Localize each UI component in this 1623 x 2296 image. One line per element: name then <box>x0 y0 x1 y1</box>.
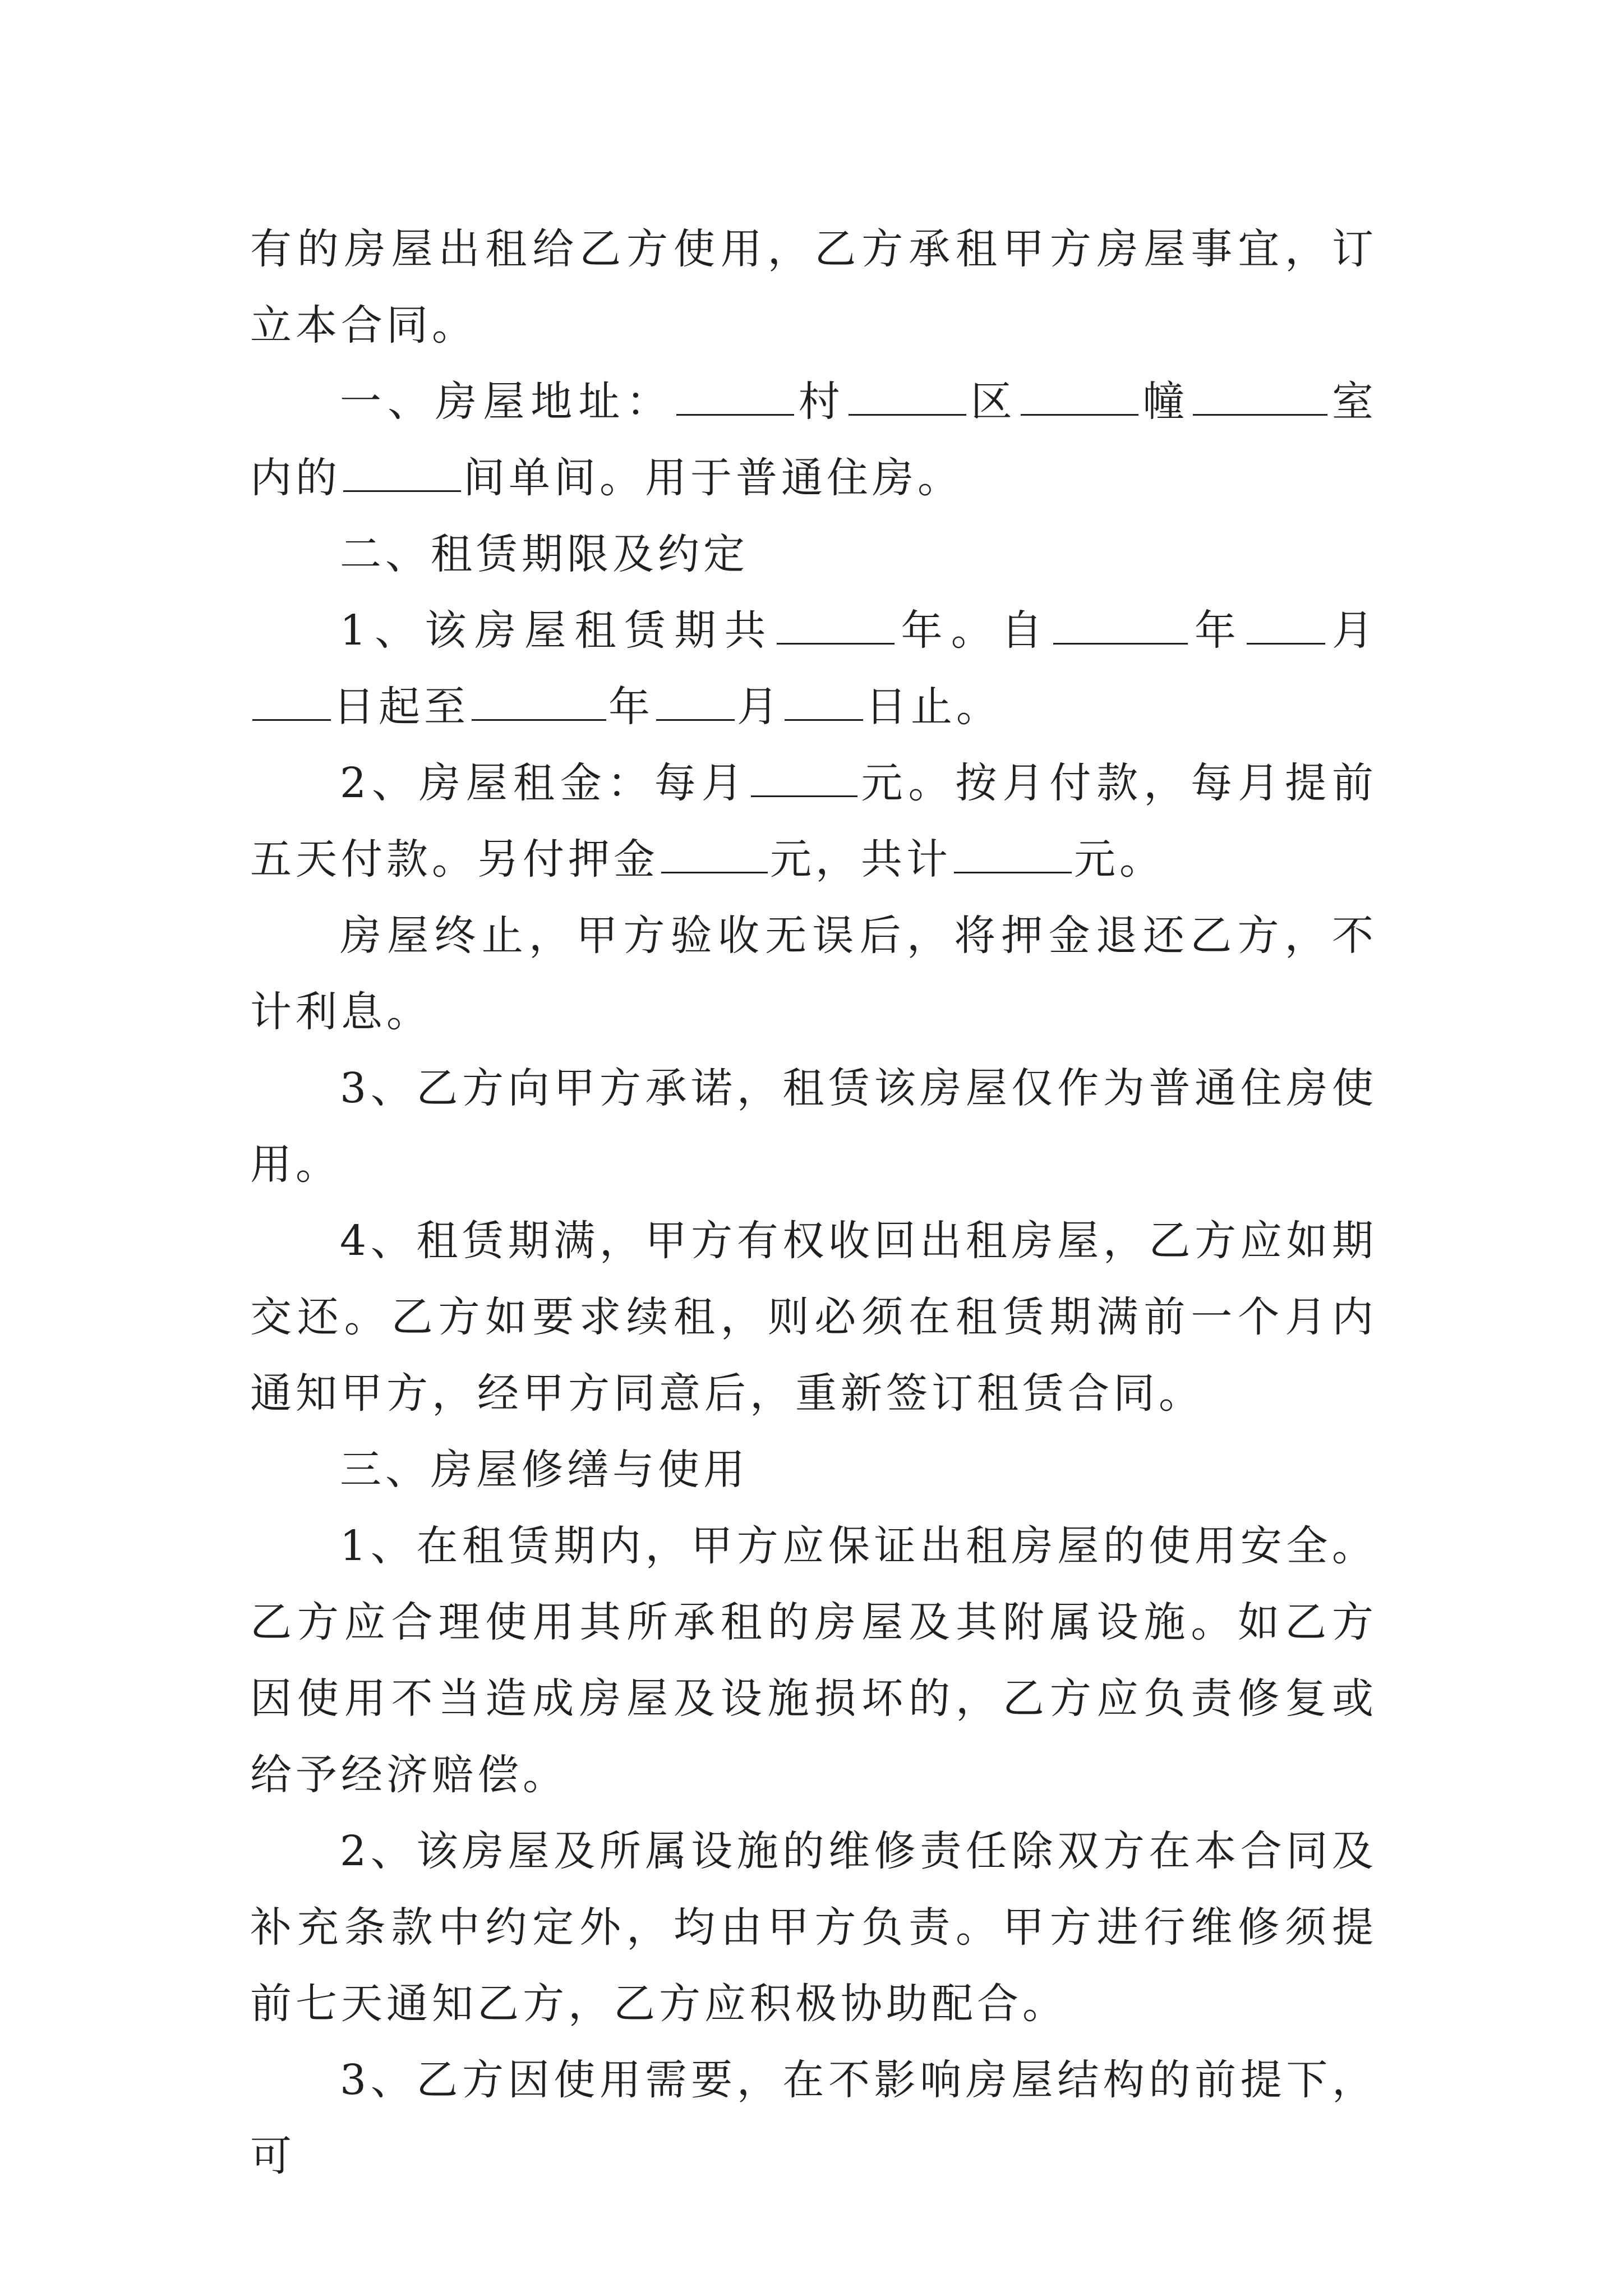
end-month-label: 月 <box>737 683 782 731</box>
repair-2-paragraph: 2、该房屋及所属设施的维修责任除双方在本合同及补充条款中约定外，均由甲方负责。甲方进行维修须提前七天通知乙方，乙方应积极协助配合。 <box>250 1827 1377 2028</box>
repair-1-paragraph: 1、在租赁期内，甲方应保证出租房屋的使用安全。乙方应合理使用其所承租的房屋及其附属设施。如乙方因使用不当造成房屋及设施损坏的，乙方应负责修复或给予经济赔偿。 <box>250 1522 1377 1799</box>
rent-paragraph <box>250 745 1377 898</box>
contract-text <box>250 211 1377 2194</box>
term-from-label: 年。自 <box>896 606 1051 655</box>
district-blank <box>849 378 966 416</box>
village-blank <box>676 378 794 416</box>
building-blank <box>1021 378 1138 416</box>
district-label: 区 <box>968 378 1018 426</box>
deposit-paragraph: 房屋终止，甲方验收无误后，将押金退还乙方，不计利息。 <box>250 912 1377 1036</box>
clause-4-paragraph: 4、租赁期满，甲方有权收回出租房屋，乙方应如期交还。乙方如要求续租，则必须在租赁期满前一个月内通知甲方，经甲方同意后，重新签订租赁合同。 <box>250 1217 1377 1418</box>
term-label: 1、该房屋租赁期共 <box>340 606 774 655</box>
term-years-blank <box>777 607 895 645</box>
room-label: 室内的 <box>250 378 1378 502</box>
rent-label: 2、房屋租金：每月 <box>340 759 749 807</box>
start-day-label: 日起至 <box>333 683 469 731</box>
end-year-label: 年 <box>608 683 654 731</box>
end-month-blank <box>656 683 735 721</box>
start-month-blank <box>1247 607 1325 645</box>
intro-paragraph: 有的房屋出租给乙方使用，乙方承租甲方房屋事宜，订立本合同。 <box>250 225 1377 349</box>
payment-terms: 元。按月付款，每月提前五天付款。另付押金 <box>250 759 1377 884</box>
end-day-label: 日止。 <box>865 683 1002 731</box>
total-unit: 元。 <box>1074 835 1165 884</box>
repair-3-paragraph: 3、乙方因使用需要，在不影响房屋结构的前提下，可 <box>250 2056 1377 2180</box>
room-count-blank <box>343 454 461 492</box>
building-label: 幢 <box>1140 378 1191 426</box>
address-label: 一、房屋地址： <box>340 378 674 426</box>
monthly-rent-blank <box>751 760 857 797</box>
end-year-blank <box>472 683 606 721</box>
section-heading-repair: 三、房屋修缮与使用 <box>340 1446 749 1494</box>
village-label: 村 <box>796 378 846 426</box>
section-heading-lease-term: 二、租赁期限及约定 <box>340 530 749 578</box>
unit-blank <box>1193 378 1327 416</box>
term-paragraph <box>250 592 1377 745</box>
total-label: 元，共计 <box>770 835 952 884</box>
start-year-label: 年 <box>1189 606 1244 655</box>
clause-3-paragraph: 3、乙方向甲方承诺，租赁该房屋仅作为普通住房使用。 <box>250 1064 1377 1189</box>
start-year-blank <box>1053 607 1188 645</box>
end-day-blank <box>785 683 863 721</box>
deposit-blank <box>661 836 768 873</box>
total-blank <box>954 836 1072 873</box>
start-month-label: 月 <box>1327 606 1378 655</box>
start-day-blank <box>252 683 331 721</box>
address-paragraph <box>250 364 1377 516</box>
room-usage-label: 间单间。用于普通住房。 <box>463 454 963 502</box>
